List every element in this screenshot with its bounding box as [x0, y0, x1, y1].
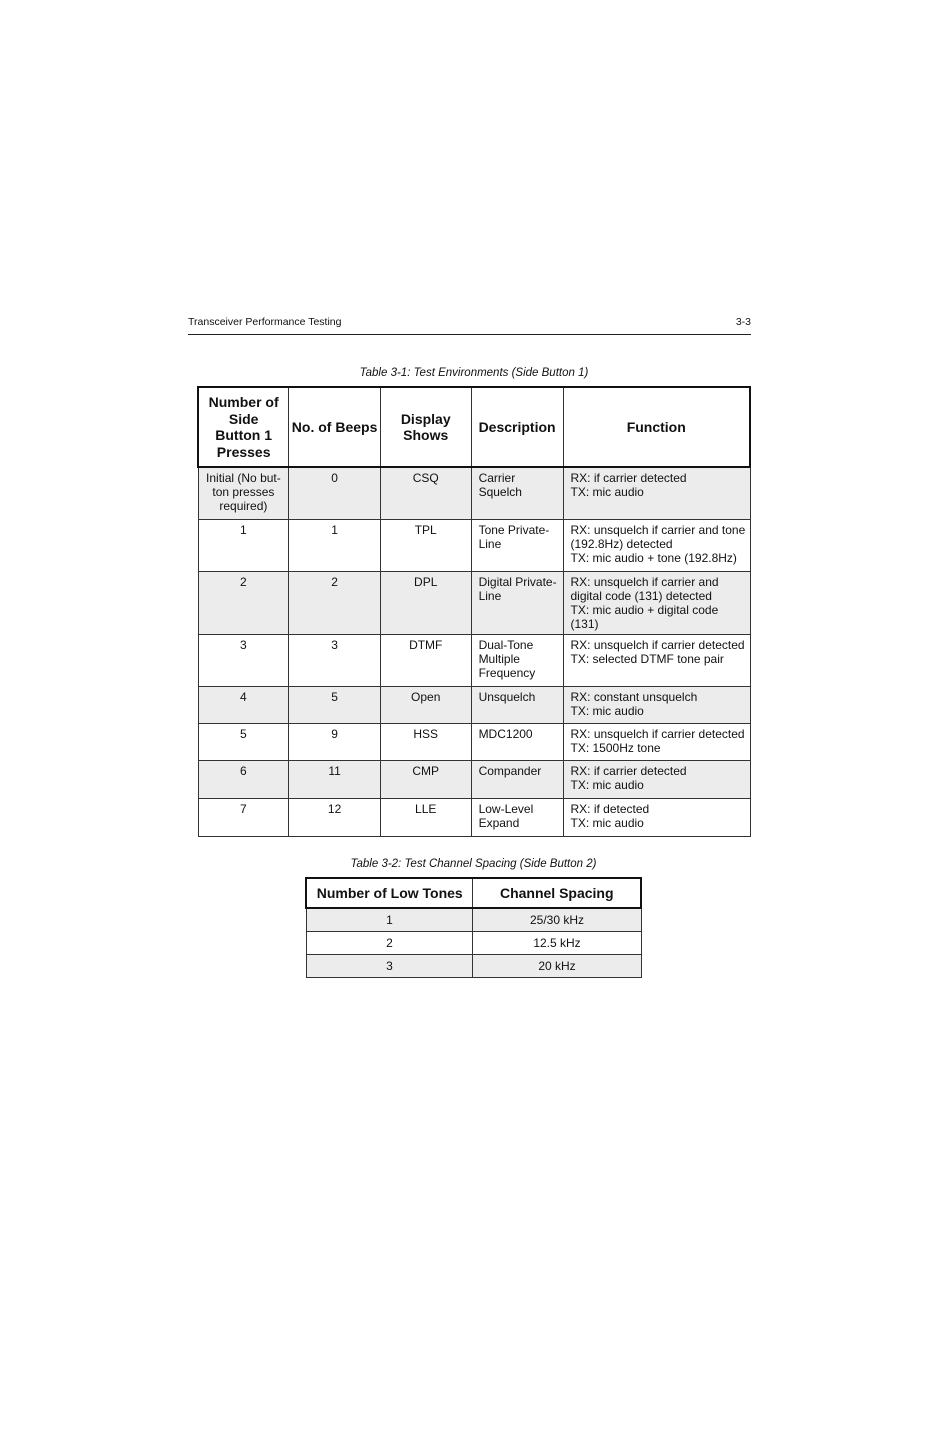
cell-presses: 2 [198, 571, 289, 634]
cell-function: RX: if detected TX: mic audio [563, 798, 750, 836]
cell-function: RX: unsquelch if carrier and digital code (131) detected TX: mic audio + digital code (131) [563, 571, 750, 634]
table-row [306, 908, 641, 931]
col-header-display: Display Shows [380, 387, 471, 467]
cell-beeps: 12 [289, 798, 381, 836]
table-row [198, 760, 750, 798]
cell-display: DPL [380, 571, 471, 634]
table-row [198, 519, 750, 571]
cell-beeps: 3 [289, 634, 381, 686]
table-row [306, 954, 641, 977]
cell-beeps: 9 [289, 723, 381, 760]
cell-display: HSS [380, 723, 471, 760]
cell-low-tones: 1 [306, 908, 473, 931]
cell-display: CSQ [380, 467, 471, 519]
cell-beeps: 11 [289, 760, 381, 798]
cell-beeps: 2 [289, 571, 381, 634]
cell-presses: Initial (No but-ton presses required) [198, 467, 289, 519]
table2-caption: Table 3-2: Test Channel Spacing (Side Button 2) [350, 858, 597, 870]
table-row [198, 467, 750, 519]
cell-beeps: 0 [289, 467, 381, 519]
page-number: 3-3 [735, 316, 751, 328]
col-header-beeps: No. of Beeps [289, 387, 381, 467]
cell-display: TPL [380, 519, 471, 571]
cell-description: Dual-Tone Multiple Frequency [471, 634, 563, 686]
cell-display: Open [380, 686, 471, 723]
table1-caption: Table 3-1: Test Environments (Side Button 1) [359, 367, 589, 379]
cell-function: RX: if carrier detected TX: mic audio [563, 467, 750, 519]
page-header [188, 316, 751, 335]
cell-description: Compander [471, 760, 563, 798]
cell-display: DTMF [380, 634, 471, 686]
cell-beeps: 5 [289, 686, 381, 723]
cell-presses: 5 [198, 723, 289, 760]
cell-function: RX: constant unsquelch TX: mic audio [563, 686, 750, 723]
table-row [198, 686, 750, 723]
cell-display: LLE [380, 798, 471, 836]
cell-function: RX: unsquelch if carrier detected TX: selected DTMF tone pair [563, 634, 750, 686]
table1-header-row [198, 387, 750, 467]
channel-spacing-table [305, 877, 642, 978]
table-row [198, 634, 750, 686]
cell-display: CMP [380, 760, 471, 798]
cell-beeps: 1 [289, 519, 381, 571]
cell-description: Low-Level Expand [471, 798, 563, 836]
col-header-description: Description [471, 387, 563, 467]
cell-presses: 1 [198, 519, 289, 571]
col-header-function: Function [563, 387, 750, 467]
cell-description: Tone Private-Line [471, 519, 563, 571]
cell-channel-spacing: 25/30 kHz [473, 908, 641, 931]
header-title: Transceiver Performance Testing [188, 316, 342, 328]
cell-low-tones: 2 [306, 931, 473, 954]
cell-low-tones: 3 [306, 954, 473, 977]
test-environments-table [197, 386, 751, 837]
cell-function: RX: if carrier detected TX: mic audio [563, 760, 750, 798]
cell-presses: 6 [198, 760, 289, 798]
col-header-channel-spacing: Channel Spacing [473, 878, 641, 908]
cell-description: Digital Private-Line [471, 571, 563, 634]
table-row [198, 571, 750, 634]
table-row [198, 723, 750, 760]
table2-header-row [306, 878, 641, 908]
cell-channel-spacing: 20 kHz [473, 954, 641, 977]
table-row [306, 931, 641, 954]
cell-presses: 7 [198, 798, 289, 836]
cell-function: RX: unsquelch if carrier detected TX: 1500Hz tone [563, 723, 750, 760]
col-header-presses: Number of Side Button 1 Presses [198, 387, 289, 467]
cell-presses: 3 [198, 634, 289, 686]
cell-channel-spacing: 12.5 kHz [473, 931, 641, 954]
cell-description: Carrier Squelch [471, 467, 563, 519]
col-header-low-tones: Number of Low Tones [306, 878, 473, 908]
cell-description: MDC1200 [471, 723, 563, 760]
cell-description: Unsquelch [471, 686, 563, 723]
table-row [198, 798, 750, 836]
cell-function: RX: unsquelch if carrier and tone (192.8Hz) detected TX: mic audio + tone (192.8Hz) [563, 519, 750, 571]
cell-presses: 4 [198, 686, 289, 723]
